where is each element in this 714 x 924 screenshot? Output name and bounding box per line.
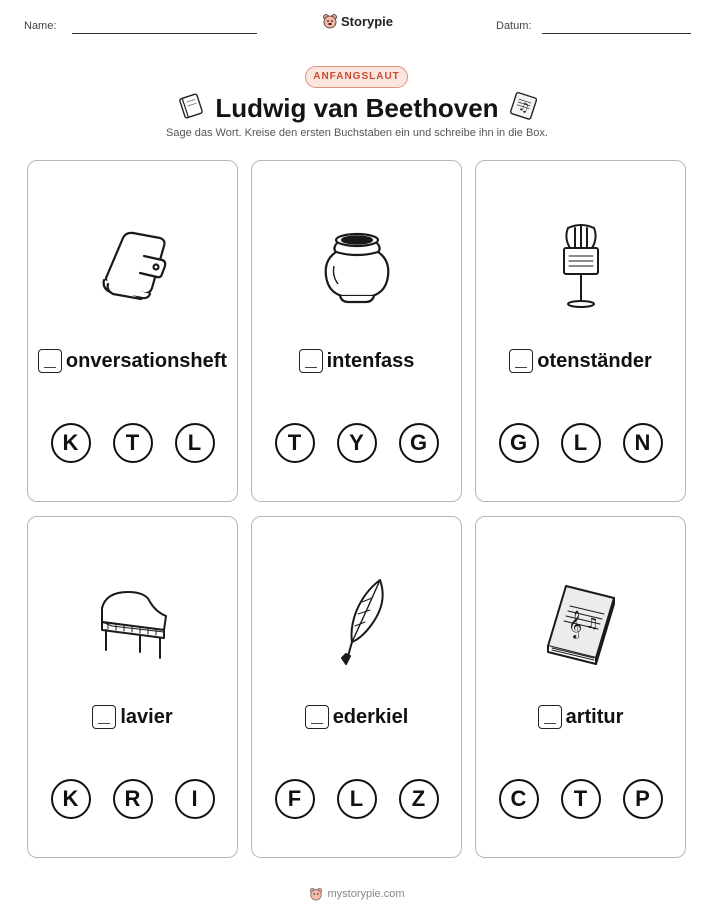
brand-logo	[322, 13, 393, 29]
svg-text:♫: ♫	[516, 98, 532, 116]
word-rest: lavier	[120, 705, 173, 728]
quill-icon	[302, 572, 412, 672]
worksheet-card	[475, 516, 686, 858]
footer-link[interactable]: mystorypie.com	[327, 888, 405, 900]
word-rest: intenfass	[326, 349, 415, 372]
footer	[0, 887, 714, 901]
word-rest: onversationsheft	[65, 349, 228, 372]
letter-choice[interactable]: N	[623, 423, 663, 463]
date-label: Datum:	[496, 20, 532, 32]
word-prompt	[252, 349, 461, 373]
answer-box[interactable]	[305, 705, 329, 729]
letter-choices	[252, 779, 461, 819]
letter-choice[interactable]: K	[51, 423, 91, 463]
letter-choices	[476, 779, 685, 819]
worksheet-card	[251, 516, 462, 858]
name-field[interactable]	[72, 33, 257, 34]
svg-text:𝄞: 𝄞	[568, 610, 583, 638]
worksheet-card	[27, 160, 238, 502]
letter-choices	[252, 423, 461, 463]
word-rest: ederkiel	[332, 705, 409, 728]
letter-choice[interactable]: R	[113, 779, 153, 819]
word-prompt	[476, 705, 685, 729]
answer-box[interactable]	[299, 349, 323, 373]
answer-box[interactable]	[538, 705, 562, 729]
brand-name: Storypie	[341, 13, 394, 29]
letter-choices	[28, 423, 237, 463]
letter-choice[interactable]: T	[275, 423, 315, 463]
category-badge: ANFANGSLAUT	[305, 66, 408, 88]
music-book-icon	[508, 91, 540, 121]
word-prompt	[28, 705, 237, 729]
letter-choice[interactable]: K	[51, 779, 91, 819]
letter-choice[interactable]: L	[175, 423, 215, 463]
letter-choice[interactable]: C	[499, 779, 539, 819]
worksheet-card	[251, 160, 462, 502]
name-label: Name:	[24, 20, 57, 32]
answer-box[interactable]	[509, 349, 533, 373]
letter-choices	[476, 423, 685, 463]
wallet-book-icon	[78, 216, 188, 316]
svg-text:♫: ♫	[586, 616, 599, 632]
date-field[interactable]	[542, 33, 691, 34]
letter-choice[interactable]: G	[499, 423, 539, 463]
worksheet-card	[27, 516, 238, 858]
lyre-music-stand-icon	[526, 216, 636, 316]
word-rest: otenständer	[537, 349, 652, 372]
letter-choice[interactable]: L	[561, 423, 601, 463]
bear-logo-icon	[322, 13, 338, 29]
letter-choice[interactable]: T	[561, 779, 601, 819]
letter-choice[interactable]: L	[337, 779, 377, 819]
letter-choices	[28, 779, 237, 819]
ink-pot-icon	[302, 216, 412, 316]
word-rest: artitur	[565, 705, 624, 728]
letter-choice[interactable]: F	[275, 779, 315, 819]
bear-logo-icon	[309, 887, 323, 901]
instructions: Sage das Wort. Kreise den ersten Buchstaben ein und schreibe ihn in die Box.	[166, 127, 548, 139]
worksheet-card	[475, 160, 686, 502]
letter-choice[interactable]: I	[175, 779, 215, 819]
word-prompt	[252, 705, 461, 729]
page-title: Ludwig van Beethoven	[215, 93, 499, 123]
letter-choice[interactable]: Y	[337, 423, 377, 463]
word-prompt	[476, 349, 685, 373]
answer-box[interactable]	[92, 705, 116, 729]
letter-choice[interactable]: T	[113, 423, 153, 463]
grand-piano-icon	[78, 572, 188, 672]
letter-choice[interactable]: P	[623, 779, 663, 819]
music-score-book-icon	[526, 572, 636, 672]
word-prompt	[28, 349, 237, 373]
letter-choice[interactable]: Z	[399, 779, 439, 819]
letter-choice[interactable]: G	[399, 423, 439, 463]
answer-box[interactable]	[38, 349, 62, 373]
